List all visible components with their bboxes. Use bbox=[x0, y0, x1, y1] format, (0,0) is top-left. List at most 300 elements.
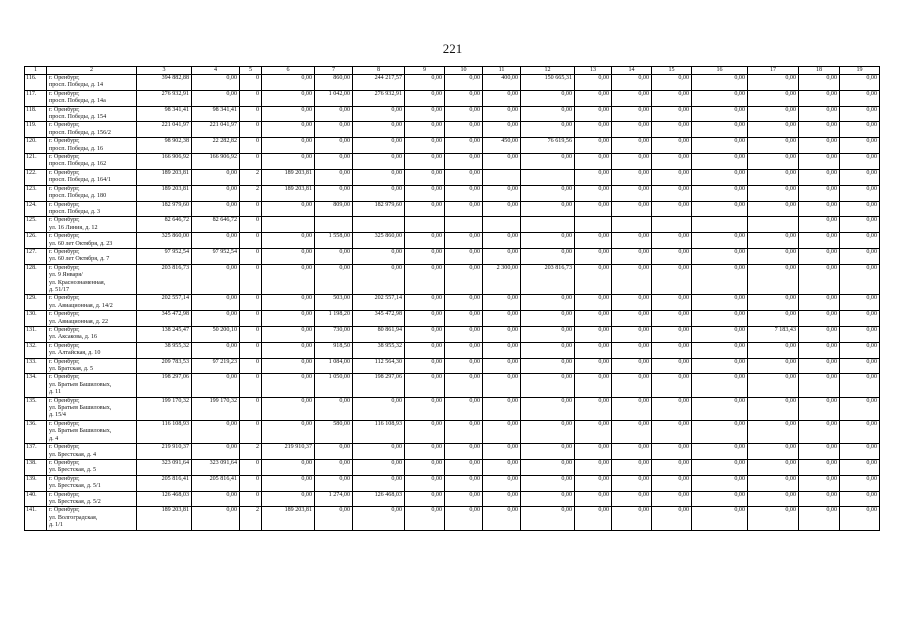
value-cell: 166 906,92 bbox=[192, 154, 240, 170]
value-cell: 0,00 bbox=[405, 507, 445, 530]
value-cell: 0 bbox=[240, 475, 262, 491]
table-row bbox=[25, 491, 880, 507]
value-cell: 0,00 bbox=[799, 75, 840, 91]
value-cell: 2 bbox=[240, 185, 262, 201]
address-line: ул. Волгоградская, bbox=[49, 514, 98, 521]
value-cell: 0,00 bbox=[840, 358, 880, 374]
value-cell: 0,00 bbox=[575, 75, 612, 91]
value-cell: 0,00 bbox=[445, 444, 483, 460]
address-cell bbox=[47, 217, 137, 233]
value-cell: 0,00 bbox=[575, 420, 612, 443]
value-cell: 0,00 bbox=[575, 138, 612, 154]
value-cell: 0,00 bbox=[405, 169, 445, 185]
value-cell: 82 646,72 bbox=[137, 217, 192, 233]
value-cell: 0,00 bbox=[353, 122, 405, 138]
value-cell: 0,00 bbox=[521, 311, 575, 327]
address-line: г. Оренбург, bbox=[49, 444, 80, 451]
value-cell: 0,00 bbox=[353, 185, 405, 201]
value-cell: 0,00 bbox=[521, 185, 575, 201]
value-cell: 0,00 bbox=[483, 90, 521, 106]
value-cell: 0,00 bbox=[445, 233, 483, 249]
value-cell: 0,00 bbox=[192, 90, 240, 106]
value-cell: 0,00 bbox=[799, 311, 840, 327]
value-cell: 0,00 bbox=[445, 459, 483, 475]
value-cell: 0,00 bbox=[262, 311, 315, 327]
address-line: просп. Победы, д. 162 bbox=[49, 161, 107, 168]
value-cell: 0,00 bbox=[483, 420, 521, 443]
value-cell bbox=[521, 217, 575, 233]
value-cell: 0,00 bbox=[405, 327, 445, 343]
value-cell: 0,00 bbox=[521, 295, 575, 311]
value-cell: 0,00 bbox=[315, 169, 353, 185]
value-cell: 0,00 bbox=[483, 374, 521, 397]
table-row bbox=[25, 90, 880, 106]
value-cell: 97 219,23 bbox=[192, 358, 240, 374]
value-cell: 0,00 bbox=[840, 507, 880, 530]
table-row bbox=[25, 327, 880, 343]
value-cell: 0,00 bbox=[748, 233, 799, 249]
value-cell: 219 910,37 bbox=[137, 444, 192, 460]
value-cell: 0,00 bbox=[612, 507, 652, 530]
value-cell: 0,00 bbox=[748, 122, 799, 138]
value-cell bbox=[575, 217, 612, 233]
value-cell: 0,00 bbox=[445, 169, 483, 185]
value-cell: 0,00 bbox=[840, 122, 880, 138]
value-cell: 0,00 bbox=[575, 459, 612, 475]
value-cell: 221 041,97 bbox=[192, 122, 240, 138]
value-cell: 0,00 bbox=[192, 169, 240, 185]
value-cell: 0,00 bbox=[840, 420, 880, 443]
value-cell: 0,00 bbox=[748, 185, 799, 201]
value-cell: 0,00 bbox=[405, 444, 445, 460]
address-cell bbox=[47, 420, 137, 443]
address-line: ул. Авиационная, д. 22 bbox=[49, 318, 108, 325]
table-row bbox=[25, 201, 880, 217]
value-cell: 0,00 bbox=[575, 295, 612, 311]
value-cell: 0,00 bbox=[315, 475, 353, 491]
table-row bbox=[25, 248, 880, 264]
value-cell: 0,00 bbox=[405, 185, 445, 201]
value-cell: 198 297,06 bbox=[353, 374, 405, 397]
address-line: ул. Краснознаменная, bbox=[49, 279, 106, 286]
value-cell: 0,00 bbox=[692, 90, 748, 106]
value-cell: 0,00 bbox=[353, 264, 405, 295]
value-cell: 0,00 bbox=[521, 507, 575, 530]
value-cell bbox=[692, 217, 748, 233]
value-cell: 2 bbox=[240, 507, 262, 530]
value-cell: 80 861,94 bbox=[353, 327, 405, 343]
value-cell: 730,00 bbox=[315, 327, 353, 343]
value-cell: 0,00 bbox=[575, 397, 612, 420]
address-line: г. Оренбург, bbox=[49, 374, 80, 381]
value-cell: 0,00 bbox=[652, 264, 692, 295]
value-cell: 0,00 bbox=[799, 264, 840, 295]
value-cell: 0,00 bbox=[575, 248, 612, 264]
address-line: г. Оренбург, bbox=[49, 311, 80, 318]
value-cell: 0,00 bbox=[483, 248, 521, 264]
address-line: ул. Аксакова, д. 16 bbox=[49, 334, 98, 341]
value-cell: 0 bbox=[240, 233, 262, 249]
value-cell: 0,00 bbox=[799, 507, 840, 530]
value-cell: 0,00 bbox=[575, 311, 612, 327]
value-cell: 189 203,81 bbox=[262, 169, 315, 185]
value-cell: 0,00 bbox=[692, 475, 748, 491]
value-cell: 0,00 bbox=[612, 311, 652, 327]
row-number: 130. bbox=[25, 311, 47, 327]
value-cell: 0,00 bbox=[652, 169, 692, 185]
value-cell: 0,00 bbox=[521, 397, 575, 420]
address-line: г. Оренбург, bbox=[49, 248, 80, 255]
value-cell: 0,00 bbox=[840, 154, 880, 170]
value-cell: 0,00 bbox=[445, 311, 483, 327]
value-cell: 0,00 bbox=[405, 201, 445, 217]
value-cell: 0,00 bbox=[445, 185, 483, 201]
address-line: г. Оренбург, bbox=[49, 327, 80, 333]
value-cell: 0,00 bbox=[652, 154, 692, 170]
value-cell: 0,00 bbox=[840, 185, 880, 201]
value-cell: 0,00 bbox=[692, 507, 748, 530]
value-cell: 0,00 bbox=[692, 233, 748, 249]
value-cell: 0,00 bbox=[612, 106, 652, 122]
row-number: 120. bbox=[25, 138, 47, 154]
value-cell: 0,00 bbox=[483, 295, 521, 311]
value-cell: 0 bbox=[240, 201, 262, 217]
address-line: г. Оренбург, bbox=[49, 185, 80, 192]
value-cell: 0,00 bbox=[192, 201, 240, 217]
value-cell: 0,00 bbox=[748, 138, 799, 154]
value-cell: 0,00 bbox=[445, 154, 483, 170]
value-cell: 0,00 bbox=[612, 248, 652, 264]
value-cell: 0 bbox=[240, 327, 262, 343]
value-cell: 0,00 bbox=[799, 444, 840, 460]
column-number: 14 bbox=[612, 67, 652, 75]
value-cell: 98 341,41 bbox=[192, 106, 240, 122]
value-cell: 0,00 bbox=[652, 90, 692, 106]
value-cell: 0,00 bbox=[612, 201, 652, 217]
value-cell: 0,00 bbox=[483, 311, 521, 327]
value-cell: 0,00 bbox=[840, 201, 880, 217]
value-cell: 97 952,54 bbox=[137, 248, 192, 264]
value-cell: 0,00 bbox=[652, 491, 692, 507]
value-cell: 82 646,72 bbox=[192, 217, 240, 233]
value-cell: 0,00 bbox=[692, 327, 748, 343]
column-number: 15 bbox=[652, 67, 692, 75]
table-row bbox=[25, 444, 880, 460]
address-cell bbox=[47, 475, 137, 491]
value-cell: 0,00 bbox=[612, 138, 652, 154]
value-cell: 0,00 bbox=[692, 106, 748, 122]
value-cell: 0,00 bbox=[483, 342, 521, 358]
column-number-row bbox=[25, 67, 880, 75]
row-number: 133. bbox=[25, 358, 47, 374]
value-cell bbox=[353, 217, 405, 233]
value-cell: 0,00 bbox=[748, 374, 799, 397]
address-line: г. Оренбург, bbox=[49, 358, 80, 365]
value-cell: 0,00 bbox=[353, 475, 405, 491]
value-cell bbox=[612, 217, 652, 233]
value-cell: 0,00 bbox=[612, 358, 652, 374]
value-cell: 0,00 bbox=[612, 185, 652, 201]
address-line: г. Оренбург, bbox=[49, 217, 80, 224]
value-cell: 0,00 bbox=[521, 444, 575, 460]
address-line: просп. Победы, д. 14 bbox=[49, 82, 104, 89]
page-number: 221 bbox=[442, 41, 463, 56]
address-cell bbox=[47, 185, 137, 201]
value-cell bbox=[483, 217, 521, 233]
value-cell: 0,00 bbox=[840, 138, 880, 154]
value-cell: 76 619,56 bbox=[521, 138, 575, 154]
value-cell: 0,00 bbox=[483, 459, 521, 475]
value-cell: 0,00 bbox=[521, 201, 575, 217]
value-cell: 0,00 bbox=[405, 233, 445, 249]
value-cell: 325 860,00 bbox=[137, 233, 192, 249]
table-row bbox=[25, 75, 880, 91]
value-cell: 325 860,00 bbox=[353, 233, 405, 249]
value-cell: 0,00 bbox=[315, 248, 353, 264]
value-cell: 0,00 bbox=[612, 122, 652, 138]
value-cell: 0,00 bbox=[521, 90, 575, 106]
value-cell: 0,00 bbox=[445, 475, 483, 491]
value-cell: 0,00 bbox=[262, 138, 315, 154]
value-cell: 0,00 bbox=[575, 374, 612, 397]
value-cell: 1 198,20 bbox=[315, 311, 353, 327]
value-cell: 345 472,98 bbox=[137, 311, 192, 327]
value-cell: 219 910,37 bbox=[262, 444, 315, 460]
column-number: 8 bbox=[353, 67, 405, 75]
value-cell: 189 203,81 bbox=[262, 507, 315, 530]
value-cell: 0,00 bbox=[521, 122, 575, 138]
row-number: 136. bbox=[25, 420, 47, 443]
value-cell: 0,00 bbox=[692, 491, 748, 507]
column-number: 4 bbox=[192, 67, 240, 75]
value-cell: 2 bbox=[240, 444, 262, 460]
value-cell bbox=[405, 217, 445, 233]
value-cell: 0 bbox=[240, 342, 262, 358]
value-cell: 0,00 bbox=[652, 75, 692, 91]
value-cell: 0,00 bbox=[612, 75, 652, 91]
value-cell: 0,00 bbox=[748, 507, 799, 530]
value-cell: 0,00 bbox=[192, 311, 240, 327]
value-cell: 0 bbox=[240, 420, 262, 443]
address-line: г. Оренбург, bbox=[49, 459, 80, 466]
value-cell: 0,00 bbox=[652, 507, 692, 530]
value-cell: 0,00 bbox=[445, 295, 483, 311]
value-cell: 0,00 bbox=[315, 122, 353, 138]
value-cell: 0,00 bbox=[652, 311, 692, 327]
address-line: ул. Братьев Башиловых, bbox=[49, 405, 112, 412]
value-cell: 0,00 bbox=[445, 248, 483, 264]
table-row bbox=[25, 397, 880, 420]
value-cell bbox=[652, 217, 692, 233]
column-number: 19 bbox=[840, 67, 880, 75]
value-cell: 0,00 bbox=[192, 233, 240, 249]
value-cell: 0,00 bbox=[315, 264, 353, 295]
value-cell: 0,00 bbox=[405, 122, 445, 138]
address-line: ул. Братская, д. 5 bbox=[49, 366, 94, 373]
address-line: д. 51/17 bbox=[49, 286, 70, 293]
value-cell: 0,00 bbox=[652, 397, 692, 420]
value-cell: 0,00 bbox=[483, 444, 521, 460]
value-cell: 860,00 bbox=[315, 75, 353, 91]
value-cell: 0,00 bbox=[652, 122, 692, 138]
row-number: 125. bbox=[25, 217, 47, 233]
value-cell: 0,00 bbox=[262, 397, 315, 420]
column-number: 11 bbox=[483, 67, 521, 75]
address-cell bbox=[47, 459, 137, 475]
value-cell: 0,00 bbox=[575, 154, 612, 170]
value-cell: 0,00 bbox=[840, 106, 880, 122]
column-number: 2 bbox=[47, 67, 137, 75]
value-cell: 0,00 bbox=[612, 459, 652, 475]
value-cell: 0,00 bbox=[692, 169, 748, 185]
row-number: 116. bbox=[25, 75, 47, 91]
value-cell: 0,00 bbox=[799, 420, 840, 443]
value-cell: 0,00 bbox=[192, 185, 240, 201]
value-cell: 276 932,91 bbox=[137, 90, 192, 106]
value-cell: 22 282,82 bbox=[192, 138, 240, 154]
value-cell: 0,00 bbox=[748, 311, 799, 327]
value-cell: 0,00 bbox=[262, 491, 315, 507]
value-cell: 0,00 bbox=[652, 459, 692, 475]
address-line: просп. Победы, д. 3 bbox=[49, 208, 101, 215]
value-cell: 0,00 bbox=[748, 397, 799, 420]
value-cell: 0,00 bbox=[445, 420, 483, 443]
value-cell: 0,00 bbox=[799, 138, 840, 154]
column-number: 18 bbox=[799, 67, 840, 75]
value-cell: 2 300,00 bbox=[483, 264, 521, 295]
value-cell: 2 bbox=[240, 169, 262, 185]
value-cell bbox=[748, 217, 799, 233]
value-cell: 0,00 bbox=[799, 374, 840, 397]
value-cell: 0,00 bbox=[652, 475, 692, 491]
value-cell: 0,00 bbox=[445, 507, 483, 530]
value-cell bbox=[521, 169, 575, 185]
row-number: 138. bbox=[25, 459, 47, 475]
value-cell: 0,00 bbox=[652, 358, 692, 374]
value-cell: 0,00 bbox=[748, 106, 799, 122]
value-cell: 0,00 bbox=[575, 507, 612, 530]
value-cell: 0,00 bbox=[192, 342, 240, 358]
value-cell: 0,00 bbox=[692, 75, 748, 91]
column-number: 17 bbox=[748, 67, 799, 75]
value-cell: 0,00 bbox=[840, 264, 880, 295]
value-cell: 0,00 bbox=[799, 397, 840, 420]
value-cell: 0,00 bbox=[445, 491, 483, 507]
value-cell: 1 042,00 bbox=[315, 90, 353, 106]
value-cell: 0,00 bbox=[799, 248, 840, 264]
address-line: просп. Победы, д. 16 bbox=[49, 145, 104, 152]
value-cell: 0,00 bbox=[405, 459, 445, 475]
column-number: 7 bbox=[315, 67, 353, 75]
value-cell: 0,00 bbox=[483, 233, 521, 249]
value-cell: 0,00 bbox=[521, 327, 575, 343]
row-number: 124. bbox=[25, 201, 47, 217]
value-cell: 189 203,81 bbox=[137, 169, 192, 185]
column-number: 16 bbox=[692, 67, 748, 75]
address-line: ул. 60 лет Октября, д. 7 bbox=[49, 256, 110, 263]
value-cell: 0,00 bbox=[521, 420, 575, 443]
value-cell: 0,00 bbox=[692, 201, 748, 217]
value-cell: 0,00 bbox=[483, 154, 521, 170]
table-row bbox=[25, 475, 880, 491]
value-cell: 0,00 bbox=[445, 106, 483, 122]
value-cell: 0,00 bbox=[652, 233, 692, 249]
value-cell: 0,00 bbox=[405, 90, 445, 106]
value-cell: 1 084,00 bbox=[315, 358, 353, 374]
address-cell bbox=[47, 138, 137, 154]
address-line: г. Оренбург, bbox=[49, 154, 80, 161]
value-cell: 0,00 bbox=[483, 507, 521, 530]
value-cell: 0 bbox=[240, 122, 262, 138]
table-row bbox=[25, 507, 880, 530]
value-cell: 0,00 bbox=[483, 358, 521, 374]
value-cell: 1 050,00 bbox=[315, 374, 353, 397]
value-cell: 126 468,03 bbox=[137, 491, 192, 507]
address-cell bbox=[47, 311, 137, 327]
value-cell: 0,00 bbox=[315, 106, 353, 122]
value-cell: 0,00 bbox=[483, 106, 521, 122]
value-cell: 0,00 bbox=[483, 185, 521, 201]
value-cell: 0,00 bbox=[192, 295, 240, 311]
value-cell: 50 200,10 bbox=[192, 327, 240, 343]
value-cell: 0,00 bbox=[799, 90, 840, 106]
value-cell bbox=[262, 217, 315, 233]
value-cell: 0,00 bbox=[445, 90, 483, 106]
address-line: просп. Победы, д. 14а bbox=[49, 98, 106, 105]
value-cell: 0,00 bbox=[575, 358, 612, 374]
value-cell: 0,00 bbox=[692, 444, 748, 460]
value-cell: 0,00 bbox=[840, 169, 880, 185]
value-cell: 0,00 bbox=[521, 154, 575, 170]
address-line: д. 15/4 bbox=[49, 412, 66, 419]
value-cell: 0,00 bbox=[840, 374, 880, 397]
value-cell: 0,00 bbox=[353, 459, 405, 475]
table-row bbox=[25, 295, 880, 311]
value-cell: 0,00 bbox=[445, 122, 483, 138]
value-cell: 203 816,73 bbox=[137, 264, 192, 295]
value-cell: 0,00 bbox=[748, 444, 799, 460]
value-cell: 0,00 bbox=[405, 374, 445, 397]
value-cell: 0,00 bbox=[192, 374, 240, 397]
value-cell: 0,00 bbox=[799, 185, 840, 201]
value-cell: 0,00 bbox=[692, 185, 748, 201]
value-cell: 221 041,97 bbox=[137, 122, 192, 138]
value-cell: 0,00 bbox=[521, 342, 575, 358]
value-cell: 7 183,43 bbox=[748, 327, 799, 343]
table-row bbox=[25, 217, 880, 233]
address-line: ул. Братьев Башиловых, bbox=[49, 381, 112, 388]
value-cell: 0,00 bbox=[692, 420, 748, 443]
value-cell: 0,00 bbox=[612, 327, 652, 343]
value-cell: 98 341,41 bbox=[137, 106, 192, 122]
value-cell: 0,00 bbox=[445, 397, 483, 420]
value-cell: 0,00 bbox=[445, 75, 483, 91]
value-cell: 0,00 bbox=[692, 154, 748, 170]
value-cell: 0,00 bbox=[575, 264, 612, 295]
value-cell: 0,00 bbox=[353, 154, 405, 170]
value-cell: 0,00 bbox=[652, 420, 692, 443]
value-cell: 0 bbox=[240, 264, 262, 295]
value-cell: 0,00 bbox=[315, 459, 353, 475]
value-cell: 202 557,14 bbox=[137, 295, 192, 311]
value-cell: 0,00 bbox=[799, 358, 840, 374]
address-line: д. 4 bbox=[49, 435, 59, 442]
value-cell: 580,00 bbox=[315, 420, 353, 443]
address-line: г. Оренбург, bbox=[49, 122, 80, 129]
value-cell: 0 bbox=[240, 75, 262, 91]
row-number: 128. bbox=[25, 264, 47, 295]
value-cell: 0,00 bbox=[612, 233, 652, 249]
